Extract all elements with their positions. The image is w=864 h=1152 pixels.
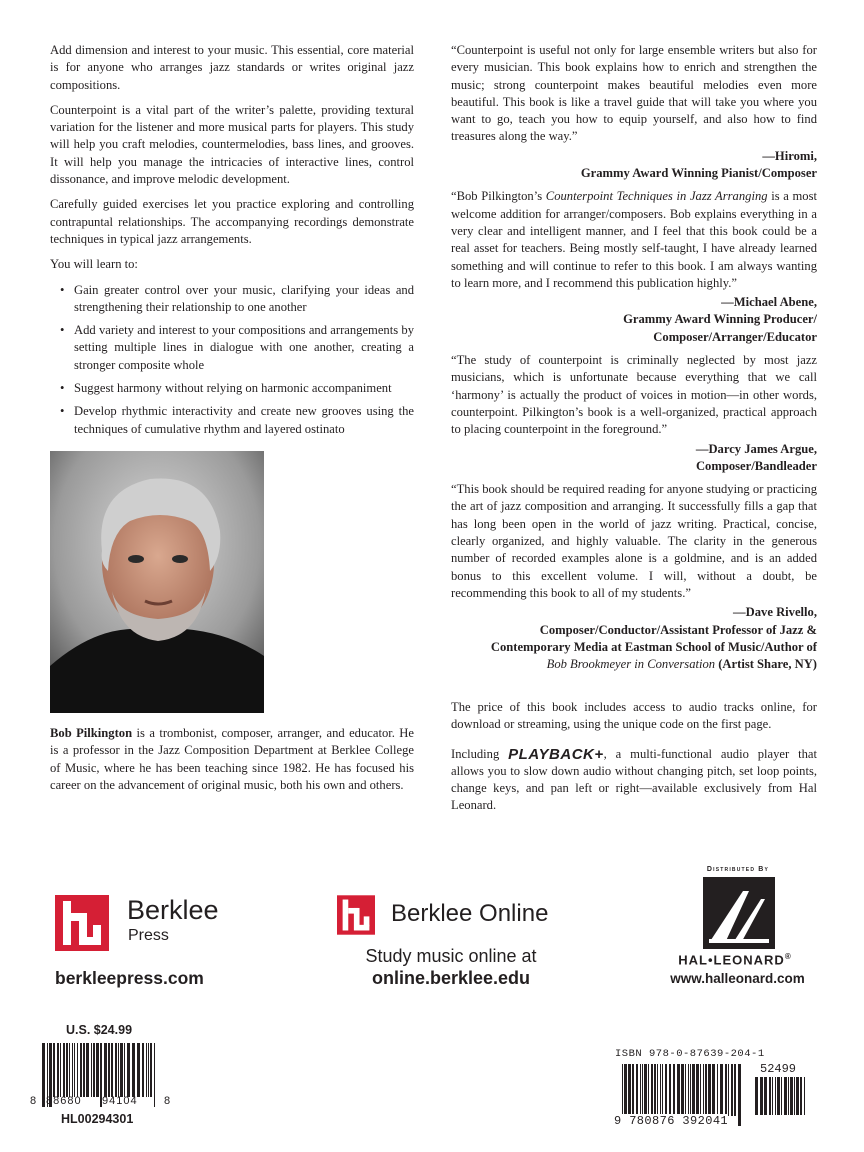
distributed-by-label: Distributed By [706,866,770,873]
author-bio-text: is a trombonist, composer, arranger, and educator. He is a professor in the Jazz Composition Department at Berklee College of Music, where he has been teaching since 1982. He has focused his career on the advancement of original music, both his own and others. [50,726,414,792]
barcode-bar [673,1064,675,1116]
barcode-bar [662,1064,663,1116]
playback-note [451,746,817,815]
berklee-press-sub: Press [128,927,169,944]
isbn-label: ISBN 978-0-87639-204-1 [615,1048,765,1060]
barcode-bar [146,1043,147,1097]
barcode-bar [120,1043,123,1097]
quote-text: “Counterpoint is useful not only for large ensemble writers but also for every musician. This book explains how to enrich and strengthen the music; strong counterpoint makes beautiful melodies even more beautiful. This book is like a travel guide that will take you where you want to go, teach you how to equip yourself, and also how to find treasures along the way.” [451,43,817,144]
barcode-bar [781,1077,782,1115]
barcode-bar [794,1077,795,1115]
barcode-bar [150,1043,152,1097]
barcode-bar [725,1064,727,1116]
hal-leonard-wordmark: HAL•LEONARD [678,952,785,968]
list-item: • Suggest harmony without relying on harmonic accompaniment [74,380,414,397]
barcode-bar [665,1064,667,1116]
hal-leonard-name [660,952,810,967]
berklee-press-url[interactable]: berkleepress.com [55,968,204,988]
author-portrait-illustration [50,451,264,713]
barcode-bar [775,1077,776,1115]
barcode-bar [632,1064,634,1116]
barcode-bar [74,1043,75,1097]
author-photo [50,451,264,713]
barcode-bar [651,1064,653,1116]
barcode-bar [688,1064,689,1116]
attribution-title: Composer/Bandleader [695,458,817,473]
barcode-bar [734,1064,736,1116]
item-number: HL00294301 [61,1112,134,1126]
playback-post: , a multi-functional audio player that allows you to slow down audio without changing pitch, set loop points, change keys, and pan left or right—available exclusively from Hal Leonard. [451,746,817,813]
barcode-bar [703,1064,704,1116]
barcode-bar [42,1043,45,1107]
barcode-bar [696,1064,699,1116]
attribution-name: —Dave Rivello, [733,605,817,620]
barcode-bar [772,1077,773,1115]
upc-last-digit: 8 [164,1095,171,1107]
barcode-bar [690,1064,691,1116]
barcode-bar [700,1064,701,1116]
quote-text-part: is a most welcome addition for arranger/composers. Bob explains everything in a very clear and intelligent manner, and I feel that this book could be a real asset for teachers. Being mostly self-taught, I have already learned something and will continue to refer to this book. I am always wanting to learn more, and I recommend this publication highly.” [451,189,818,290]
barcode-bar [111,1043,113,1097]
barcode-bar [731,1064,733,1116]
barcode-bar [72,1043,73,1097]
barcode-bar [154,1043,155,1107]
isbn-addon-digits: 52499 [760,1062,797,1076]
barcode-bar [57,1043,59,1097]
barcode-bar [96,1043,99,1097]
barcode-bar [796,1077,799,1115]
barcode-bar [657,1064,658,1116]
hal-leonard-mark-icon [703,877,775,949]
book-title: Bob Brookmeyer in Conversation [546,657,716,672]
berklee-online-logo [337,895,567,937]
isbn-digits: 9 780876 392041 [614,1114,729,1128]
quote-text: “The study of counterpoint is criminally neglected by most jazz musicians, which is unfortunate because everything that we call ‘harmony’ is actually the product of voices in motion—in other words, counterpoint. Pilkington’s book is a well-organized, practical approach to placing counterpoint in the foreground.” [451,353,817,437]
price-label: U.S. $24.99 [66,1023,133,1037]
barcode-bar [804,1077,805,1115]
barcode-bar [692,1064,695,1116]
barcode-bar [80,1043,82,1097]
learn-lead: You will learn to: [50,257,138,272]
barcode-bar [784,1077,787,1115]
barcode-bar [660,1064,661,1116]
upc-first-digit: 8 [30,1095,37,1107]
list-item: • Add variety and interest to your compositions and arrangements by setting multiple lines in dialogue with one another, creating a stronger composite whole [74,322,414,374]
barcode-bar [760,1077,763,1115]
barcode-bar [764,1077,767,1115]
barcode-bar [86,1043,89,1097]
barcode-bar [669,1064,671,1116]
audio-access-note [451,699,817,827]
barcode-bar [69,1043,70,1097]
barcode-bar [790,1077,793,1115]
quote-attribution [451,604,817,673]
barcode-bar [685,1064,686,1116]
online-url[interactable]: online.berklee.edu [371,968,531,988]
barcode-bar [728,1064,729,1116]
quote-attribution [451,148,817,183]
barcode-bar [127,1043,130,1097]
author-name: Bob Pilkington [50,726,133,740]
left-column [50,42,414,444]
barcode-bar [148,1043,149,1097]
berklee-press-logo [55,893,255,953]
quote-attribution [451,294,817,346]
intro-paragraph-3: Carefully guided exercises let you practice exploring and controlling contrapuntal relationships. The accompanying recordings demonstrate techniques in typical jazz arrangements. [50,197,414,246]
attribution-title: Grammy Award Winning Pianist/Composer [580,166,817,181]
barcode-bar [137,1043,140,1097]
barcode-bar [642,1064,643,1116]
attribution-publisher: (Artist Share, NY) [715,657,817,672]
barcode-bar [66,1043,68,1097]
barcode-bar [60,1043,61,1097]
online-tagline: Study music online at [365,946,537,966]
barcode-bar [738,1064,741,1126]
barcode-bar [788,1077,789,1115]
hal-leonard-url[interactable]: www.halleonard.com [670,971,805,986]
berklee-online-mark-icon [337,895,375,935]
berklee-online-name: Berklee Online [391,900,549,927]
attribution-title: Contemporary Media at Eastman School of Music/Author of [490,639,817,654]
playback-logo: PLAYBACK+ [508,745,604,763]
upc-right-digits: 94104 [102,1095,138,1107]
intro-paragraph-2: Counterpoint is a vital part of the writer’s palette, providing textural variation for the listener and more musical parts for players. This study will help you craft melodies, countermelodies, bass lines, and grooves. It will help you manage the intricacies of interactive lines, control dissonance, and improve melodic development. [50,102,414,187]
barcode-bar [108,1043,110,1097]
barcode-bar [91,1043,92,1097]
barcode-bar [705,1064,707,1116]
book-title: Counterpoint Techniques in Jazz Arranging [545,189,768,204]
quote-text [451,188,817,292]
barcode-bar [53,1043,55,1097]
barcode-bar [720,1064,723,1116]
barcode-bar [132,1043,135,1097]
right-column [451,42,817,679]
barcode-bar [777,1077,780,1115]
berklee-press-name: Berklee [127,895,219,925]
barcode-bar [708,1064,711,1116]
registered-mark: ® [784,952,792,961]
barcode-bar [104,1043,107,1097]
attribution-title: Grammy Award Winning Producer/ [623,312,817,327]
barcode-bar [93,1043,95,1097]
barcode-bar [800,1077,802,1115]
barcode-bar [77,1043,78,1097]
attribution-name: —Michael Abene, [721,295,817,310]
barcode-bar [648,1064,649,1116]
barcode-bar [644,1064,647,1116]
barcode-bar [677,1064,680,1116]
isbn-addon-barcode [753,1077,809,1125]
author-bio [50,725,414,794]
playback-pre: Including [451,746,509,761]
attribution-name: —Darcy James Argue, [695,441,817,456]
barcode-bar [63,1043,65,1097]
berklee-mark-icon [55,895,109,951]
learning-list [50,282,414,438]
intro-paragraph-1: Add dimension and interest to your music. This essential, core material is for anyone who arranges jazz standards or writes original jazz compositions. [50,43,414,92]
attribution-title: Composer/Arranger/Educator [653,329,817,344]
list-item: • Develop rhythmic interactivity and create new grooves using the techniques of cumulative rhythm and layered ostinato [74,403,414,438]
upc-left-digits: 88680 [46,1095,82,1107]
barcode-bar [142,1043,144,1097]
attribution-name: —Hiromi, [762,148,817,163]
quote-text-part: “Bob Pilkington’s [451,189,546,204]
attribution-title: Composer/Conductor/Assistant Professor of Jazz & [539,622,817,637]
barcode-bar [124,1043,125,1097]
barcode-bar [717,1064,718,1116]
quote-text: “This book should be required reading for anyone studying or practicing the art of jazz composition and arranging. It successfully fills a gap that has long been open in the world of jazz writing. Practical, concise, clearly organized, and highly valuable. The clarity in the generous number of recorded examples alone is a goldmine, and is an added bonus to this excellent volume. I will, without a doubt, be recommending this book to all of my students.” [451,482,817,600]
barcode-bar [636,1064,638,1116]
barcode-bar [755,1077,758,1115]
barcode-bar [654,1064,656,1116]
price-note: The price of this book includes access to audio tracks online, for download or streaming, using the unique code on the first page. [451,700,817,732]
barcode-bar [769,1077,771,1115]
barcode-bar [640,1064,641,1116]
barcode-bar [118,1043,119,1097]
barcode-bar [712,1064,715,1116]
attribution-title [451,656,817,673]
quote-attribution [451,441,817,476]
barcode-bar [115,1043,117,1097]
barcode-bar [83,1043,85,1097]
list-item: • Gain greater control over your music, clarifying your ideas and strengthening their relationship to one another [74,282,414,317]
